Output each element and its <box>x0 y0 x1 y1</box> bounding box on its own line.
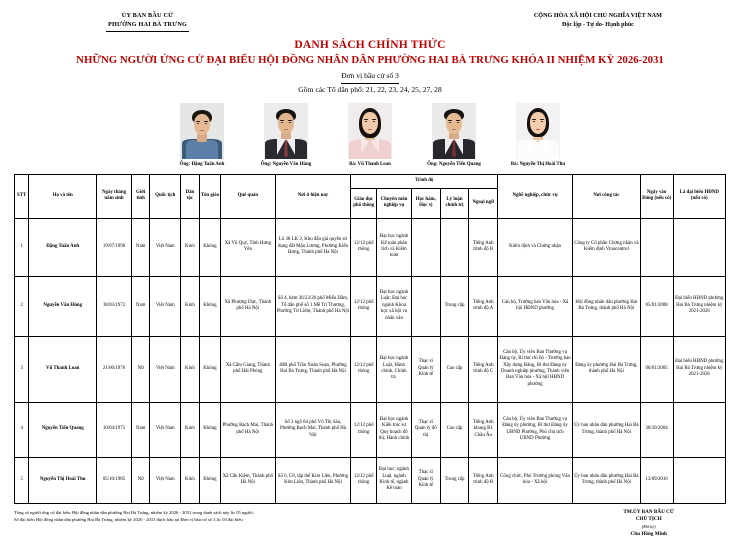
col-nghe-nghiep: Nghề nghiệp, chức vụ <box>498 174 573 218</box>
cell-hoc-ham <box>411 218 440 276</box>
cell-dan-toc: Kinh <box>181 336 199 402</box>
col-dan-toc: Dân tộc <box>181 174 199 218</box>
cell-ly-luan <box>440 218 469 276</box>
col-ho-ten: Họ và tên <box>29 174 97 218</box>
candidate-photo-5 <box>509 103 567 168</box>
document-subtitle: NHỮNG NGƯỜI ỨNG CỬ ĐẠI BIỂU HỘI ĐỒNG NHÂN DÂN PHƯỜNG HAI BÀ TRƯNG KHÓA II NHIỆM KỲ 2026-2031 <box>76 54 664 67</box>
cell-que-quan: Xã Vũ Quý, Tỉnh Hưng Yên <box>221 218 275 276</box>
cell-giao-duc: 12/12 phổ thông <box>351 218 377 276</box>
cell-que-quan: Phường Bạch Mai, Thành phố Hà Nội <box>221 402 275 457</box>
table-body <box>15 218 726 503</box>
col-group-trinh-do: Trình độ <box>351 174 498 188</box>
cell-quoc-tich: Việt Nam <box>150 457 181 503</box>
col-quoc-tich: Quốc tịch <box>150 174 181 218</box>
table-head <box>15 174 726 218</box>
signature-role: CHỦ TỊCH <box>635 516 662 523</box>
cell-nghe-nghiep: Cán bộ, Trưởng ban Văn hóa - Xã hội HĐND phường <box>498 276 573 336</box>
cell-giao-duc: 12/12 phổ thông <box>351 336 377 402</box>
cell-giao-duc: 12/12 phổ thông <box>351 457 377 503</box>
candidate-photo-2 <box>257 103 315 168</box>
cell-la-dai-bieu: Đại biểu HĐND phường Hai Bà Trưng nhiệm kỳ 2021-2026 <box>673 336 725 402</box>
cell-ngay-sinh: 18/03/1972 <box>97 276 132 336</box>
cell-ly-luan: Trung cấp <box>440 457 469 503</box>
cell-gioi-tinh: Nam <box>131 402 149 457</box>
cell-noi-cong-tac: Đảng ủy phường Hai Bà Trưng, thành phố Hà Nội <box>573 336 641 402</box>
cell-chuyen-mon: Đại học ngành Luật; Đại học ngành Khoa học xã hội và nhân văn <box>377 276 412 336</box>
residential-groups: Gồm các Tổ dân phố: 21, 22, 23, 24, 25, 27, 28 <box>298 85 442 94</box>
cell-chuyen-mon: Đại học ngành Kiến trúc sư Quy hoạch đô thị; Hành chính <box>377 402 412 457</box>
cell-ly-luan: Cao cấp <box>440 402 469 457</box>
cell-ngoai-ngu: Tiếng Anh trình độ B <box>469 457 498 503</box>
table-row <box>15 402 726 457</box>
cell-ngay-vao-dang: 30/10/2004 <box>640 402 673 457</box>
document-header <box>0 0 740 32</box>
candidate-table <box>14 174 726 504</box>
portrait-image <box>348 103 392 159</box>
candidate-photo-caption: Bà: Vũ Thanh Loan <box>349 161 391 167</box>
col-ton-giao: Tôn giáo <box>199 174 221 218</box>
cell-dan-toc: Kinh <box>181 218 199 276</box>
candidate-photo-row <box>0 103 740 168</box>
cell-ngay-vao-dang: 06/01/2005 <box>640 336 673 402</box>
cell-nghe-nghiep: Công chức, Phó Trưởng phòng Văn hóa - Xã hội <box>498 457 573 503</box>
col-giao-duc: Giáo dục phổ thông <box>351 188 377 218</box>
table-row <box>15 457 726 503</box>
cell-dan-toc: Kinh <box>181 276 199 336</box>
cell-quoc-tich: Việt Nam <box>150 336 181 402</box>
cell-ly-luan: Cao cấp <box>440 336 469 402</box>
cell-ngoai-ngu: Tiếng Anh trình độ C <box>469 336 498 402</box>
cell-ngay-sinh: 19/07/1990 <box>97 218 132 276</box>
issuing-authority-line2: PHƯỜNG HAI BÀ TRƯNG <box>106 21 189 32</box>
cell-dan-toc: Kinh <box>181 457 199 503</box>
cell-que-quan: Xã Phượng Dực, Thành phố Hà Nội <box>221 276 275 336</box>
summary-note-line1: Tổng số người ứng cử đại biểu Hội đồng nhân dân phường Hai Bà Trưng, nhiệm kỳ 2026 - 2031 trong danh sách này là: 05 người. <box>14 509 254 515</box>
signature-authority: TM.ỦY BAN BẦU CỬ <box>623 508 674 515</box>
cell-la-dai-bieu: Đại biểu HĐND phường Hai Bà Trưng nhiệm kỳ 2021-2026 <box>673 276 725 336</box>
cell-chuyen-mon: Đại học ngành Luật, Hành chính, Chính trị. <box>377 336 412 402</box>
cell-quoc-tich: Việt Nam <box>150 276 181 336</box>
candidate-photo-caption: Ông: Đặng Tuấn Anh <box>179 161 225 167</box>
cell-ngay-sinh: 10/04/1975 <box>97 402 132 457</box>
cell-ho-ten: Đặng Tuấn Anh <box>29 218 97 276</box>
cell-quoc-tich: Việt Nam <box>150 218 181 276</box>
cell-ton-giao: Không <box>199 402 221 457</box>
cell-nghe-nghiep: Cán bộ, Ủy viên Ban Thường vụ Đảng ủy phường, Bí thư Đảng ủy UBND Phường, Phó chủ tịch UBND Phường <box>498 402 573 457</box>
cell-nghe-nghiep: Kiểm định và Chứng nhận <box>498 218 573 276</box>
issuing-authority <box>106 12 189 32</box>
national-motto <box>534 12 662 32</box>
candidate-photo-4 <box>425 103 483 168</box>
col-noi-cong-tac: Nơi công tác <box>573 174 641 218</box>
portrait-image <box>516 103 560 159</box>
col-noi-o: Nơi ở hiện nay <box>275 174 351 218</box>
issuing-authority-line1: ỦY BAN BẦU CỬ <box>121 12 174 19</box>
cell-stt: 2 <box>15 276 29 336</box>
cell-que-quan: Xã Cẩm Giang, Thành phố Hải Phòng <box>221 336 275 402</box>
table-head-row-1 <box>15 174 726 188</box>
cell-gioi-tinh: Nam <box>131 218 149 276</box>
table-row <box>15 218 726 276</box>
candidate-photo-1 <box>173 103 231 168</box>
cell-chuyen-mon: Đại học ngành Kế toán phân tích và Kiểm toán <box>377 218 412 276</box>
col-chuyen-mon: Chuyên môn nghiệp vụ <box>377 188 412 218</box>
cell-noi-cong-tac: Ủy ban nhân dân phường Hai Bà Trưng, thành phố Hà Nội <box>573 457 641 503</box>
cell-ho-ten: Nguyễn Thị Hoài Thu <box>29 457 97 503</box>
cell-noi-o: Lô 38 LK 3, Khu đấu giá quyền sử dụng đất Mậu Lương, Phường Kiến Hưng, Thành phố Hà Nội <box>275 218 351 276</box>
cell-stt: 3 <box>15 336 29 402</box>
title-block <box>0 38 740 96</box>
portrait-image <box>180 103 224 159</box>
cell-la-dai-bieu <box>673 402 725 457</box>
cell-hoc-ham: Thạc sĩ Quản lý Kinh tế <box>411 457 440 503</box>
col-la-dai-bieu: Là đại biểu HĐND (nếu có) <box>673 174 725 218</box>
cell-ngoai-ngu: Tiếng Anh khung B1 Châu Âu <box>469 402 498 457</box>
cell-ngay-sinh: 21/06/1976 <box>97 336 132 402</box>
cell-ngay-vao-dang <box>640 218 673 276</box>
cell-stt: 5 <box>15 457 29 503</box>
cell-noi-o: Số 3 ngõ 84 phố Võ Thị Sáu, Phường Bạch Mai, Thành phố Hà Nội <box>275 402 351 457</box>
cell-noi-o: Số 4, hẻm 36/23/26 phố Miếu Đầm, Tổ dân phố số 1 Mễ Trì Thượng, Phường Từ Liêm, Thành phố Hà Nội <box>275 276 351 336</box>
cell-nghe-nghiep: Cán bộ, Ủy viên Ban Thường vụ Đảng ủy, Bí thư chi bộ - Trưởng ban Xây dựng Đảng, Bí thư Đảng ủy Doanh nghiệp phường, Thành viên Ban Văn hóa - Xã hội HĐND phường <box>498 336 573 402</box>
summary-note <box>14 509 254 524</box>
cell-hoc-ham: Thạc sĩ Quản lý Kinh tế <box>411 336 440 402</box>
cell-noi-cong-tac: Công ty Cổ phần Chứng nhận và Kiểm định Vinacontrol <box>573 218 641 276</box>
candidate-photo-3 <box>341 103 399 168</box>
cell-noi-o: 40B phố Trần Xuân Soạn, Phường Hai Bà Trưng, Thành phố Hà Nội <box>275 336 351 402</box>
cell-stt: 4 <box>15 402 29 457</box>
col-ly-luan: Lý luận chính trị <box>440 188 469 218</box>
cell-gioi-tinh: Nữ <box>131 457 149 503</box>
table-row <box>15 336 726 402</box>
table-row <box>15 276 726 336</box>
col-hoc-ham: Học hàm, Học vị <box>411 188 440 218</box>
col-ngay-vao-dang: Ngày vào Đảng (nếu có) <box>640 174 673 218</box>
cell-gioi-tinh: Nữ <box>131 336 149 402</box>
cell-hoc-ham <box>411 276 440 336</box>
cell-noi-cong-tac: Hội đồng nhân dân phường Hai Bà Trưng, thành phố Hà Nội <box>573 276 641 336</box>
candidate-photo-caption: Ông: Nguyễn Tiến Quang <box>427 161 481 167</box>
cell-giao-duc: 12/12 phổ thông <box>351 402 377 457</box>
cell-gioi-tinh: Nam <box>131 276 149 336</box>
cell-stt: 1 <box>15 218 29 276</box>
cell-ho-ten: Vũ Thanh Loan <box>29 336 97 402</box>
electoral-unit <box>0 71 740 84</box>
candidate-photo-caption: Bà: Nguyễn Thị Hoài Thu <box>510 161 566 167</box>
summary-note-line2: Số đại biểu Hội đồng nhân dân phường Hai Bà Trưng, nhiệm kỳ 2026 - 2031 được bầu tại Đơn vị bầu cử số 3 là: 03 đại biểu <box>14 517 243 523</box>
signature-name: Chu Hồng Minh <box>630 530 667 537</box>
cell-ly-luan: Trung cấp <box>440 276 469 336</box>
cell-la-dai-bieu <box>673 457 725 503</box>
cell-ton-giao: Không <box>199 218 221 276</box>
signature-signed-mark: (Đã ký) <box>641 524 656 530</box>
col-gioi-tinh: Giới tính <box>131 174 149 218</box>
portrait-image <box>432 103 476 159</box>
portrait-image <box>264 103 308 159</box>
cell-ngoai-ngu: Tiếng Anh trình độ B <box>469 218 498 276</box>
col-que-quan: Quê quán <box>221 174 275 218</box>
document-footer <box>0 509 740 539</box>
electoral-unit-text: Đơn vị bầu cử số 3 <box>341 71 399 84</box>
cell-ho-ten: Nguyễn Tiến Quang <box>29 402 97 457</box>
candidate-photo-caption: Ông: Nguyễn Văn Hùng <box>260 161 312 167</box>
cell-la-dai-bieu <box>673 218 725 276</box>
cell-ton-giao: Không <box>199 276 221 336</box>
cell-ngay-vao-dang: 13/09/2016 <box>640 457 673 503</box>
col-ngay-sinh: Ngày tháng năm sinh <box>97 174 132 218</box>
col-stt: STT <box>15 174 29 218</box>
cell-ngay-vao-dang: 05/01/2008 <box>640 276 673 336</box>
national-motto-line1: CỘNG HÒA XÃ HỘI CHỦ NGHĨA VIỆT NAM <box>533 12 662 19</box>
cell-chuyen-mon: Đại học: ngành Luật, ngành Kinh tế, ngành Kế toán <box>377 457 412 503</box>
document-title: DANH SÁCH CHÍNH THỨC <box>294 38 446 51</box>
cell-noi-cong-tac: Ủy ban nhân dân phường Hai Bà Trưng, thành phố Hà Nội <box>573 402 641 457</box>
cell-giao-duc: 12/12 phổ thông <box>351 276 377 336</box>
national-motto-line2: Độc lập - Tự do- Hạnh phúc <box>561 21 634 28</box>
cell-ho-ten: Nguyễn Văn Hùng <box>29 276 97 336</box>
cell-noi-o: Số 6, C8, tập thể Kim Liên, Phường Kim Liên, Thành phố Hà Nội <box>275 457 351 503</box>
cell-quoc-tich: Việt Nam <box>150 402 181 457</box>
cell-dan-toc: Kinh <box>181 402 199 457</box>
cell-ton-giao: Không <box>199 336 221 402</box>
cell-que-quan: Xã Cẩn Kiệm, Thành phố Hà Nội <box>221 457 275 503</box>
cell-ton-giao: Không <box>199 457 221 503</box>
signature-block <box>623 509 674 539</box>
cell-ngay-sinh: 05/10/1985 <box>97 457 132 503</box>
col-ngoai-ngu: Ngoại ngữ <box>469 188 498 218</box>
cell-hoc-ham: Thạc sĩ Quản lý đô thị <box>411 402 440 457</box>
cell-ngoai-ngu: Tiếng Anh trình độ A <box>469 276 498 336</box>
